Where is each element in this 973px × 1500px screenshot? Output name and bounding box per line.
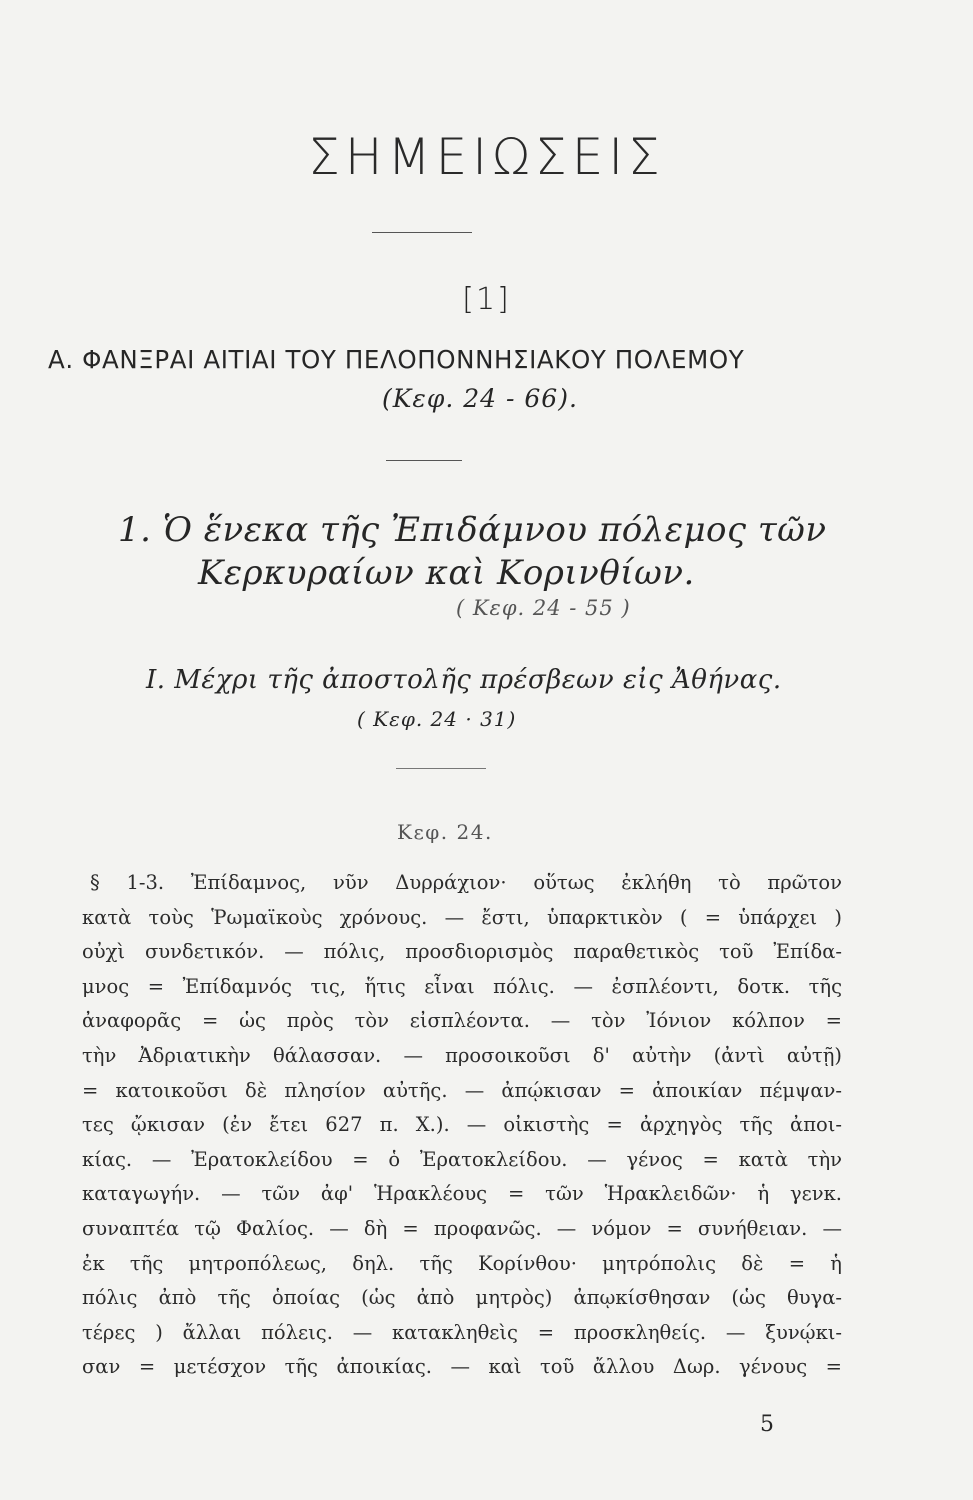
- page-number: 5: [760, 1412, 774, 1437]
- text-line: = κατοικοῦσι δὲ πλησίον αὐτῆς. — ἀπῴκισαν = ἀποικίαν πέμψαν-: [82, 1078, 842, 1102]
- text-line: μνος = Ἐπίδαμνός τις, ἥτις εἶναι πόλις. — ἐσπλέοντι, δοτκ. τῆς: [82, 974, 842, 998]
- chapter-label: Κεφ. 24.: [397, 820, 493, 844]
- divider-rule: [386, 460, 462, 461]
- section-range: ( Κεφ. 24 - 55 ): [456, 596, 631, 620]
- divider-rule: [372, 232, 472, 233]
- text-line: συναπτέα τῷ Φαλίος. — δὴ = προφανῶς. — νόμον = συνήθειαν. —: [82, 1216, 842, 1240]
- subsection-range: ( Κεφ. 24 · 31): [357, 707, 517, 731]
- part-number: [1]: [462, 282, 511, 317]
- divider-rule: [396, 768, 486, 769]
- text-line: τέρες ) ἄλλαι πόλεις. — κατακληθεὶς = προσκληθείς. — ξυνῴκι-: [82, 1320, 842, 1344]
- text-line: ἐκ τῆς μητροπόλεως, δηλ. τῆς Κορίνθου· μητρόπολις δὲ = ἡ: [82, 1251, 842, 1275]
- page-title: ΣΗΜΕΙΩΣΕΙΣ: [308, 128, 665, 186]
- subsection-heading: Ι. Μέχρι τῆς ἀποστολῆς πρέσβεων εἰς Ἀθήνας.: [146, 665, 782, 695]
- text-line: τες ᾤκισαν (ἐν ἔτει 627 π. Χ.). — οἰκιστὴς = ἀρχηγὸς τῆς ἀποι-: [82, 1113, 842, 1137]
- text-line: τὴν Ἀδριατικὴν θάλασσαν. — προσοικοῦσι δ' αὐτὴν (ἀντὶ αὐτῇ): [82, 1043, 842, 1067]
- part-heading: Α. ΦΑΝΞΡΑΙ ΑΙΤΙΑΙ ΤΟΥ ΠΕΛΟΠΟΝΝΗΣΙΑΚΟΥ ΠΟΛΕΜΟΥ: [48, 345, 745, 374]
- commentary-text: [82, 866, 842, 1385]
- text-line: πόλις ἀπὸ τῆς ὁποίας (ὡς ἀπὸ μητρὸς) ἀπῳκίσθησαν (ὡς θυγα-: [82, 1286, 842, 1310]
- text-line: κίας. — Ἐρατοκλείδου = ὁ Ἐρατοκλείδου. — γένος = κατὰ τὴν: [82, 1147, 842, 1171]
- text-line: καταγωγήν. — τῶν ἀφ' Ἡρακλέους = τῶν Ἡρακλειδῶν· ἡ γενκ.: [82, 1182, 842, 1206]
- text-line: ἀναφορᾶς = ὡς πρὸς τὸν εἰσπλέοντα. — τὸν Ἰόνιον κόλπον =: [82, 1009, 842, 1033]
- part-range: (Κεφ. 24 - 66).: [382, 384, 578, 413]
- section-heading-line2: Κερκυραίων καὶ Κορινθίων.: [198, 553, 695, 593]
- text-line: κατὰ τοὺς Ῥωμαϊκοὺς χρόνους. — ἔστι, ὑπαρκτικὸν ( = ὑπάρχει ): [82, 905, 842, 929]
- text-line: οὐχὶ συνδετικόν. — πόλις, προσδιορισμὸς παραθετικὸς τοῦ Ἐπίδα-: [82, 940, 842, 964]
- section-heading-line1: 1. Ὁ ἕνεκα τῆς Ἐπιδάμνου πόλεμος τῶν: [118, 510, 827, 550]
- text-line: § 1-3. Ἐπίδαμνος, νῦν Δυρράχιον· οὕτως ἐκλήθη τὸ πρῶτον: [90, 871, 842, 894]
- text-line: σαν = μετέσχον τῆς ἀποικίας. — καὶ τοῦ ἄλλου Δωρ. γένους =: [82, 1355, 842, 1379]
